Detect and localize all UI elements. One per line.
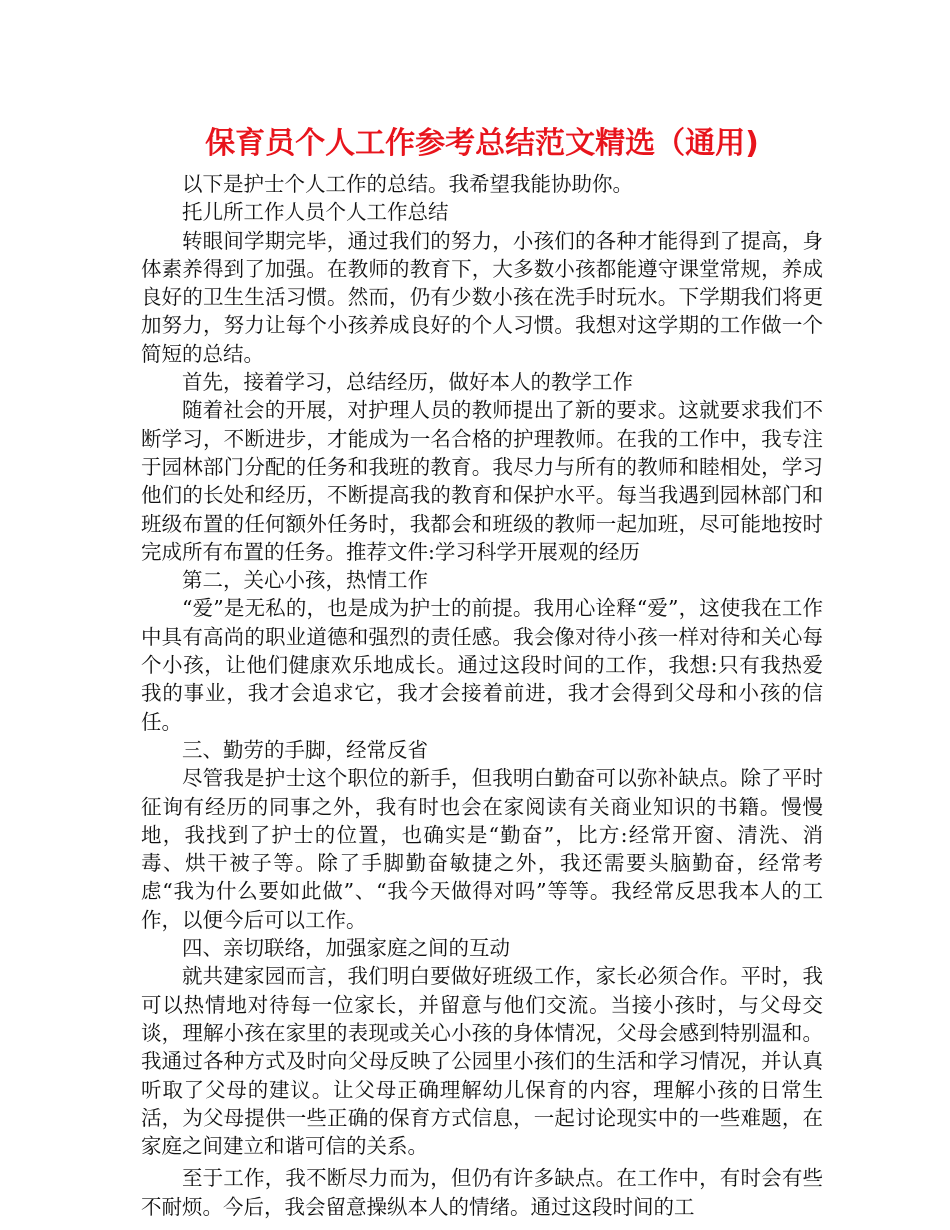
section-heading-3: 三、勤劳的手脚，经常反省: [182, 737, 428, 762]
document-body: [141, 170, 823, 1221]
paragraph-conclusion: 至于工作，我不断尽力而为，但仍有许多缺点。在工作中，有时会有些不耐烦。今后，我会留意操纵本人的情绪。通过这段时间的工: [141, 1166, 823, 1219]
paragraph-section-2: “爱”是无私的，也是成为护士的前提。我用心诠释“爱”，这使我在工作中具有高尚的职业道德和强烈的责任感。我会像对待小孩一样对待和关心每个小孩，让他们健康欢乐地成长。通过这段时间的工作，我想:只有我热爱我的事业，我才会追求它，我才会接着前进，我才会得到父母和小孩的信任。: [141, 596, 823, 734]
section-heading-1: 首先，接着学习，总结经历，做好本人的教学工作: [182, 370, 633, 395]
paragraph-subtitle: 托儿所工作人员个人工作总结: [182, 200, 449, 225]
paragraph-summary: 转眼间学期完毕，通过我们的努力，小孩们的各种才能得到了提高，身体素养得到了加强。在教师的教育下，大多数小孩都能遵守课堂常规，养成良好的卫生生活习惯。然而，仍有少数小孩在洗手时玩水。下学期我们将更加努力，努力让每个小孩养成良好的个人习惯。我想对这学期的工作做一个简短的总结。: [141, 228, 823, 366]
document-page: [141, 118, 823, 1221]
paragraph-section-1: 随着社会的开展，对护理人员的教师提出了新的要求。这就要求我们不断学习，不断进步，才能成为一名合格的护理教师。在我的工作中，我专注于园林部门分配的任务和我班的教育。我尽力与所有的教师和睦相处，学习他们的长处和经历，不断提高我的教育和保护水平。每当我遇到园林部门和班级布置的任何额外任务时，我都会和班级的教师一起加班，尽可能地按时完成所有布置的任务。推荐文件:学习科学开展观的经历: [141, 398, 823, 564]
document-title: 保育员个人工作参考总结范文精选（通用): [205, 126, 759, 161]
paragraph-intro: 以下是护士个人工作的总结。我希望我能协助你。: [182, 172, 633, 196]
paragraph-section-3: 尽管我是护士这个职位的新手，但我明白勤奋可以弥补缺点。除了平时征询有经历的同事之外，我有时也会在家阅读有关商业知识的书籍。慢慢地，我找到了护士的位置，也确实是“勤奋”，比方:经常开窗、清洗、消毒、烘干被子等。除了手脚勤奋敏捷之外，我还需要头脑勤奋，经常考虑“我为什么要如此做”、“我今天做得对吗”等等。我经常反思我本人的工作，以便今后可以工作。: [141, 766, 823, 932]
paragraph-section-4: 就共建家园而言，我们明白要做好班级工作，家长必须合作。平时，我可以热情地对待每一位家长，并留意与他们交流。当接小孩时，与父母交谈，理解小孩在家里的表现或关心小孩的身体情况，父母会感到特别温和。我通过各种方式及时向父母反映了公园里小孩们的生活和学习情况，并认真听取了父母的建议。让父母正确理解幼儿保育的内容，理解小孩的日常生活，为父母提供一些正确的保育方式信息，一起讨论现实中的一些难题，在家庭之间建立和谐可信的关系。: [141, 964, 823, 1159]
section-heading-2: 第二，关心小孩，热情工作: [182, 568, 428, 593]
section-heading-4: 四、亲切联络，加强家庭之间的互动: [182, 936, 510, 961]
